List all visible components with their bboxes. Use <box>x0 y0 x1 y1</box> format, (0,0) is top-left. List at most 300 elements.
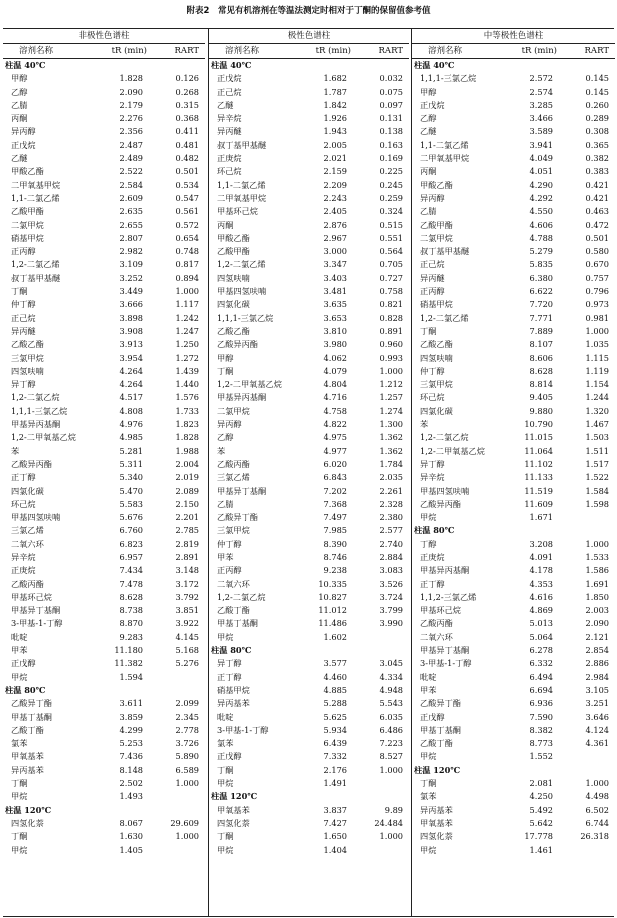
retention-time: 3.252 <box>119 272 143 283</box>
retention-time: 8.390 <box>323 538 347 549</box>
relative-retention: 0.481 <box>175 139 199 150</box>
retention-time: 4.976 <box>119 419 143 430</box>
solvent-name: 二氧六环 <box>420 631 453 642</box>
retention-time: 8.067 <box>119 817 143 828</box>
header-tr: tR (min) <box>111 46 147 56</box>
relative-retention: 2.577 <box>379 525 403 536</box>
table-row <box>3 458 205 471</box>
table-row <box>209 804 409 817</box>
retention-time: 6.622 <box>529 286 553 297</box>
table-row <box>3 338 205 351</box>
data-rows <box>412 59 615 857</box>
relative-retention: 5.168 <box>175 645 199 656</box>
relative-retention: 2.328 <box>379 498 403 509</box>
retention-time: 3.635 <box>323 299 347 310</box>
table-row <box>412 511 615 524</box>
solvent-name: 正戊醇 <box>217 751 242 762</box>
retention-time: 2.021 <box>323 153 347 164</box>
retention-time: 11.015 <box>524 432 553 443</box>
relative-retention: 2.740 <box>379 538 403 549</box>
relative-retention: 3.083 <box>379 565 403 576</box>
relative-retention: 2.819 <box>175 538 199 549</box>
retention-time: 4.250 <box>529 791 553 802</box>
solvent-name: 二甲氧基甲烷 <box>217 192 267 203</box>
solvent-name: 丁酮 <box>217 764 234 775</box>
retention-time: 1.842 <box>323 99 347 110</box>
relative-retention: 0.138 <box>379 126 403 137</box>
table-row <box>3 365 205 378</box>
table-row <box>412 485 615 498</box>
retention-time: 6.020 <box>323 458 347 469</box>
solvent-name: 三氯乙烯 <box>217 472 250 483</box>
solvent-name: 异辛烷 <box>217 113 242 124</box>
retention-time: 7.436 <box>119 751 143 762</box>
relative-retention: 4.145 <box>175 631 199 642</box>
solvent-name: 1,2-二氯乙烷 <box>11 392 60 403</box>
relative-retention: 4.334 <box>379 671 403 682</box>
table-row <box>412 272 615 285</box>
solvent-name: 正丙醇 <box>217 565 242 576</box>
retention-time: 1.650 <box>323 831 347 842</box>
retention-time: 1.926 <box>323 113 347 124</box>
table-row <box>3 152 205 165</box>
table-row <box>412 617 615 630</box>
table-row <box>209 724 409 737</box>
retention-time: 10.335 <box>318 578 347 589</box>
retention-time: 1.405 <box>119 844 143 855</box>
relative-retention: 0.463 <box>585 206 609 217</box>
table-row <box>3 724 205 737</box>
solvent-name: 1,1-二氯乙烯 <box>420 139 469 150</box>
relative-retention: 1.242 <box>175 312 199 323</box>
retention-time: 4.264 <box>119 365 143 376</box>
solvent-name: 仲丁醇 <box>217 538 242 549</box>
solvent-name: 正丙醇 <box>420 286 445 297</box>
retention-time: 2.635 <box>119 206 143 217</box>
solvent-name: 四氢化萘 <box>420 831 453 842</box>
table-row <box>3 352 205 365</box>
solvent-name: 甲氧基苯 <box>420 817 453 828</box>
solvent-name: 二氯甲烷 <box>11 219 44 230</box>
retention-time: 2.655 <box>119 219 143 230</box>
solvent-name: 正己烷 <box>420 259 445 270</box>
table-row <box>3 112 205 125</box>
retention-time: 3.449 <box>119 286 143 297</box>
retention-time: 9.880 <box>529 405 553 416</box>
solvent-name: 二氧六环 <box>11 538 44 549</box>
table-caption: 附表2 常见有机溶剂在等温法测定时相对于丁酮的保留值参考值 <box>186 6 431 16</box>
table-row <box>412 817 615 830</box>
table-row <box>3 471 205 484</box>
table-row <box>3 219 205 232</box>
relative-retention: 6.035 <box>379 711 403 722</box>
retention-time: 7.202 <box>323 485 347 496</box>
relative-retention: 0.169 <box>379 153 403 164</box>
retention-time: 4.616 <box>529 591 553 602</box>
solvent-name: 1,2-二氯乙烷 <box>217 591 266 602</box>
retention-time: 7.332 <box>323 751 347 762</box>
table-row <box>3 298 205 311</box>
relative-retention: 1.586 <box>585 565 609 576</box>
solvent-name: 丙酮 <box>420 166 437 177</box>
retention-time: 9.238 <box>323 565 347 576</box>
table-row <box>3 139 205 152</box>
table-row <box>3 72 205 85</box>
table-row <box>412 711 615 724</box>
table-row <box>3 192 205 205</box>
table-row <box>412 458 615 471</box>
retention-time: 3.954 <box>119 352 143 363</box>
table-row <box>209 511 409 524</box>
table-row <box>209 418 409 431</box>
solvent-name: 乙酸丙酯 <box>420 618 453 629</box>
solvent-name: 异辛烷 <box>420 472 445 483</box>
relative-retention: 1.517 <box>585 458 609 469</box>
solvent-name: 乙酸乙酯 <box>420 339 453 350</box>
solvent-name: 1,1,2-三氯乙烯 <box>420 591 477 602</box>
retention-time: 1.828 <box>119 73 143 84</box>
table-row <box>412 258 615 271</box>
relative-retention: 0.075 <box>379 86 403 97</box>
retention-time: 4.808 <box>119 405 143 416</box>
retention-time: 10.827 <box>318 591 347 602</box>
table-row <box>209 378 409 391</box>
retention-time: 2.967 <box>323 232 347 243</box>
relative-retention: 0.411 <box>175 126 199 137</box>
solvent-name: 正丁醇 <box>420 578 445 589</box>
retention-time: 4.550 <box>529 206 553 217</box>
table-row <box>3 378 205 391</box>
retention-time: 6.380 <box>529 272 553 283</box>
solvent-name: 甲基四氢呋喃 <box>11 512 61 523</box>
solvent-name: 乙酸丁酯 <box>217 605 250 616</box>
table-row <box>209 564 409 577</box>
retention-time: 2.982 <box>119 246 143 257</box>
relative-retention: 1.000 <box>379 365 403 376</box>
solvent-name: 正庚烷 <box>217 153 242 164</box>
table-row <box>412 72 615 85</box>
retention-time: 11.486 <box>318 618 347 629</box>
solvent-name: 甲烷 <box>217 778 234 789</box>
relative-retention: 2.035 <box>379 472 403 483</box>
table-row <box>412 804 615 817</box>
retention-time: 1.602 <box>323 631 347 642</box>
table-row <box>3 125 205 138</box>
retention-time: 7.497 <box>323 512 347 523</box>
table-row <box>3 711 205 724</box>
solvent-name: 甲烷 <box>11 844 28 855</box>
table-row <box>209 524 409 537</box>
section-label: 柱温 40℃ <box>211 60 252 70</box>
relative-retention: 2.891 <box>175 551 199 562</box>
retention-time: 2.522 <box>119 166 143 177</box>
solvent-name: 仲丁醇 <box>11 299 36 310</box>
solvent-name: 二氧六环 <box>217 578 250 589</box>
relative-retention: 1.598 <box>585 498 609 509</box>
solvent-name: 乙酸乙酯 <box>11 339 44 350</box>
relative-retention: 0.268 <box>175 86 199 97</box>
relative-retention: 0.727 <box>379 272 403 283</box>
relative-retention: 0.534 <box>175 179 199 190</box>
solvent-name: 1,1-二氯乙烯 <box>217 179 266 190</box>
data-rows <box>3 59 205 857</box>
table-row <box>209 205 409 218</box>
retention-time: 1.594 <box>119 671 143 682</box>
table-row <box>412 750 615 763</box>
retention-time: 8.628 <box>529 365 553 376</box>
solvent-name: 1,2-二甲氧基乙烷 <box>420 445 485 456</box>
retention-time: 4.975 <box>323 432 347 443</box>
solvent-name: 丁酮 <box>11 286 28 297</box>
retention-time: 8.628 <box>119 591 143 602</box>
retention-time: 6.278 <box>529 645 553 656</box>
table-row <box>412 245 615 258</box>
header-rart: RART <box>378 46 403 56</box>
retention-time: 2.807 <box>119 232 143 243</box>
retention-time: 2.584 <box>119 179 143 190</box>
table-row <box>3 205 205 218</box>
retention-time: 5.625 <box>323 711 347 722</box>
solvent-name: 叔丁基甲基醚 <box>420 246 470 257</box>
relative-retention: 0.145 <box>585 73 609 84</box>
retention-time: 4.079 <box>323 365 347 376</box>
retention-time: 5.934 <box>323 724 347 735</box>
relative-retention: 1.584 <box>585 485 609 496</box>
solvent-name: 正丁醇 <box>11 472 36 483</box>
polar-column-group <box>208 29 409 916</box>
relative-retention: 2.261 <box>379 485 403 496</box>
solvent-name: 甲酸乙酯 <box>420 179 453 190</box>
retention-time: 4.985 <box>119 432 143 443</box>
section-label: 柱温 40℃ <box>414 60 455 70</box>
solvent-name: 乙酸异丙酯 <box>420 498 461 509</box>
relative-retention: 1.212 <box>379 379 403 390</box>
solvent-name: 乙酸丁酯 <box>420 738 453 749</box>
relative-retention: 3.851 <box>175 605 199 616</box>
solvent-name: 四氢呋喃 <box>217 272 250 283</box>
table-row <box>412 631 615 644</box>
retention-time: 3.481 <box>323 286 347 297</box>
solvent-name: 丁酮 <box>11 778 28 789</box>
relative-retention: 0.758 <box>379 286 403 297</box>
solvent-name: 乙酸异丙酯 <box>217 339 258 350</box>
header-tr: tR (min) <box>315 46 351 56</box>
table-row <box>3 99 205 112</box>
retention-time: 3.666 <box>119 299 143 310</box>
retention-time: 1.461 <box>529 844 553 855</box>
relative-retention: 3.172 <box>175 578 199 589</box>
table-row <box>412 125 615 138</box>
table-row <box>3 485 205 498</box>
relative-retention: 2.785 <box>175 525 199 536</box>
table-row <box>412 844 615 857</box>
relative-retention: 1.000 <box>175 286 199 297</box>
relative-retention: 0.260 <box>585 99 609 110</box>
solvent-name: 丙酮 <box>11 113 28 124</box>
table-row <box>209 711 409 724</box>
table-row <box>412 179 615 192</box>
retention-time: 4.091 <box>529 551 553 562</box>
relative-retention: 3.251 <box>585 698 609 709</box>
relative-retention: 7.223 <box>379 738 403 749</box>
table-row <box>209 657 409 670</box>
table-row <box>209 631 409 644</box>
table-row <box>412 790 615 803</box>
solvent-name: 环己烷 <box>217 166 242 177</box>
retention-time: 2.090 <box>119 86 143 97</box>
relative-retention: 0.163 <box>379 139 403 150</box>
header-solvent: 溶剂名称 <box>428 46 463 56</box>
table-row <box>209 445 409 458</box>
solvent-name: 四氯化碳 <box>217 299 250 310</box>
table-row <box>209 179 409 192</box>
retention-time: 10.790 <box>524 419 553 430</box>
table-row <box>412 697 615 710</box>
relative-retention: 0.580 <box>585 246 609 257</box>
retention-time: 5.064 <box>529 631 553 642</box>
table-row <box>3 697 205 710</box>
solvent-name: 硝基甲烷 <box>420 299 453 310</box>
retention-time: 2.356 <box>119 126 143 137</box>
relative-retention: 3.105 <box>585 684 609 695</box>
retention-time: 2.005 <box>323 139 347 150</box>
section-header <box>209 790 409 803</box>
relative-retention: 1.467 <box>585 419 609 430</box>
relative-retention: 0.259 <box>379 192 403 203</box>
solvent-name: 1,2-二甲氧基乙烷 <box>217 379 282 390</box>
relative-retention: 1.154 <box>585 379 609 390</box>
table-row <box>412 657 615 670</box>
retention-time: 2.574 <box>529 86 553 97</box>
relative-retention: 3.045 <box>379 658 403 669</box>
retention-time: 3.980 <box>323 339 347 350</box>
table-row <box>412 192 615 205</box>
table-row <box>3 431 205 444</box>
table-row <box>412 365 615 378</box>
solvent-name: 吡啶 <box>11 631 28 642</box>
solvent-name: 甲基丁基酮 <box>420 724 461 735</box>
retention-time: 3.859 <box>119 711 143 722</box>
solvent-name: 甲基异丁基酮 <box>217 485 267 496</box>
relative-retention: 0.368 <box>175 113 199 124</box>
section-label: 柱温 120℃ <box>211 791 258 802</box>
solvent-name: 1,2-二甲氧基乙烷 <box>11 432 76 443</box>
solvent-name: 甲醇 <box>217 352 234 363</box>
relative-retention: 0.289 <box>585 113 609 124</box>
solvent-name: 3-甲基-1-丁醇 <box>217 724 269 735</box>
solvent-name: 四氢化萘 <box>11 817 44 828</box>
solvent-name: 四氢呋喃 <box>11 365 44 376</box>
table-row <box>3 657 205 670</box>
solvent-name: 乙酸丙酯 <box>11 578 44 589</box>
relative-retention: 0.324 <box>379 206 403 217</box>
relative-retention: 1.503 <box>585 432 609 443</box>
retention-time: 11.382 <box>114 658 143 669</box>
table-row <box>412 219 615 232</box>
retention-time: 2.159 <box>323 166 347 177</box>
table-row <box>209 99 409 112</box>
solvent-name: 甲烷 <box>11 671 28 682</box>
solvent-name: 正戊烷 <box>420 99 445 110</box>
relative-retention: 0.551 <box>379 232 403 243</box>
retention-time: 8.606 <box>529 352 553 363</box>
solvent-name: 苯 <box>217 445 226 456</box>
table-row <box>3 391 205 404</box>
relative-retention: 0.670 <box>585 259 609 270</box>
table-row <box>3 551 205 564</box>
relative-retention: 1.320 <box>585 405 609 416</box>
table-row <box>412 445 615 458</box>
solvent-name: 甲基异丙基酮 <box>217 392 267 403</box>
retention-time: 3.941 <box>529 139 553 150</box>
column-group-title: 非极性色谱柱 <box>3 29 205 44</box>
table-row <box>209 365 409 378</box>
section-label: 柱温 80℃ <box>5 684 46 695</box>
retention-time: 1.630 <box>119 831 143 842</box>
table-row <box>3 538 205 551</box>
relative-retention: 0.032 <box>379 73 403 84</box>
table-row <box>3 817 205 830</box>
relative-retention: 4.361 <box>585 738 609 749</box>
solvent-name: 三氯甲烷 <box>11 352 44 363</box>
solvent-name: 乙醇 <box>420 113 437 124</box>
relative-retention: 0.383 <box>585 166 609 177</box>
retention-time: 3.908 <box>119 325 143 336</box>
relative-retention: 1.440 <box>175 379 199 390</box>
relative-retention: 0.572 <box>175 219 199 230</box>
retention-time: 2.209 <box>323 179 347 190</box>
relative-retention: 0.828 <box>379 312 403 323</box>
retention-time: 5.642 <box>529 817 553 828</box>
relative-retention: 1.000 <box>379 764 403 775</box>
solvent-name: 三氯甲烷 <box>217 525 250 536</box>
table-row <box>209 338 409 351</box>
table-row <box>412 99 615 112</box>
relative-retention: 2.090 <box>585 618 609 629</box>
table-row <box>209 844 409 857</box>
table-row <box>209 604 409 617</box>
retention-time: 2.176 <box>323 764 347 775</box>
relative-retention: 0.894 <box>175 272 199 283</box>
table-row <box>209 458 409 471</box>
nonpolar-column-group <box>3 29 205 916</box>
solvent-name: 丁酮 <box>217 365 234 376</box>
solvent-name: 二氯甲烷 <box>217 405 250 416</box>
table-row <box>412 604 615 617</box>
data-rows <box>209 59 409 857</box>
relative-retention: 3.922 <box>175 618 199 629</box>
relative-retention: 0.993 <box>379 352 403 363</box>
retention-time: 4.885 <box>323 684 347 695</box>
solvent-name: 环己烷 <box>420 392 445 403</box>
relative-retention: 3.526 <box>379 578 403 589</box>
solvent-name: 环己烷 <box>11 498 36 509</box>
relative-retention: 6.486 <box>379 724 403 735</box>
relative-retention: 1.000 <box>585 325 609 336</box>
retention-time: 5.470 <box>119 485 143 496</box>
header-rart: RART <box>174 46 199 56</box>
relative-retention: 0.654 <box>175 232 199 243</box>
retention-time: 4.292 <box>529 192 553 203</box>
solvent-name: 1,2-二氯乙烯 <box>420 312 469 323</box>
retention-time: 6.332 <box>529 658 553 669</box>
solvent-name: 吡啶 <box>217 711 234 722</box>
solvent-name: 甲氧基苯 <box>11 751 44 762</box>
table-row <box>412 165 615 178</box>
relative-retention: 3.990 <box>379 618 403 629</box>
retention-time: 4.977 <box>323 445 347 456</box>
solvent-name: 氯苯 <box>11 738 28 749</box>
